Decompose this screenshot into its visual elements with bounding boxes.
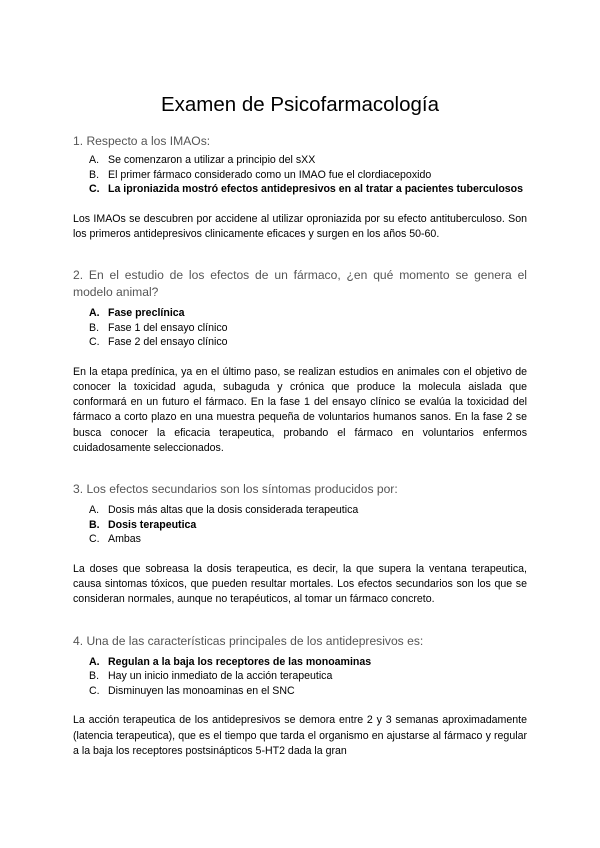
option-a-correct (73, 655, 527, 670)
option-letter: A. (89, 504, 100, 517)
option-letter: B. (89, 321, 100, 334)
option-b-correct (73, 518, 527, 533)
option-text: Ambas (108, 533, 141, 546)
answer-options (73, 306, 527, 350)
option-text: Hay un inicio inmediato de la acción terapeutica (108, 670, 333, 683)
option-a-correct (73, 306, 527, 321)
question-text: 4. Una de las características principales de los antidepresivos es: (73, 633, 424, 648)
option-c-correct (73, 182, 527, 197)
option-letter: C. (89, 183, 100, 195)
question-block-2 (73, 267, 527, 456)
option-text: Fase 1 del ensayo clínico (108, 321, 228, 334)
option-text: La iproniazida mostró efectos antidepresivos en al tratar a pacientes tuberculosos (108, 183, 524, 195)
option-text: Dosis más altas que la dosis considerada terapeutica (108, 504, 359, 517)
question-block-4 (73, 633, 527, 759)
option-text: Se comenzaron a utilizar a principio del sXX (108, 154, 316, 166)
option-text: Fase 2 del ensayo clínico (108, 336, 228, 349)
option-letter: A. (89, 655, 100, 668)
option-letter: B. (89, 518, 100, 531)
option-text: El primer fármaco considerado como un IMAO fue el clordiacepoxido (108, 168, 432, 181)
explanation-text: La acción terapeutica de los antidepresivos se demora entre 2 y 3 semanas aproximadamente (latencia terapeutica), que es el tiempo que tarda el organismo en ajustarse al fármaco y regular a la baja los receptores postsinápticos 5-HT2 dada la gran (73, 714, 527, 757)
question-block-3 (73, 481, 527, 607)
explanation-text: La doses que sobreasa la dosis terapeutica, es decir, la que supera la ventana terapeutica, causa sintomas tóxicos, que pueden resultar mortales. Los efectos secundarios son los que se consideran normales, aunque no terapéuticos, al tomar un fármaco concreto. (73, 562, 527, 606)
option-c (73, 684, 527, 699)
option-letter: C. (89, 336, 100, 349)
option-a (73, 503, 527, 518)
question-block-1 (73, 133, 527, 242)
answer-options (73, 503, 527, 547)
option-c (73, 532, 527, 547)
page-title: Examen de Psicofarmacología (160, 93, 440, 116)
option-letter: A. (89, 154, 100, 166)
explanation-text: Los IMAOs se descubren por accidene al utilizar oproniazida por su efecto antituberculoso. Son los primeros antidepresivos clinicamente eficaces y surgen en los años 50-60. (73, 212, 527, 240)
question-text: 2. En el estudio de los efectos de un fármaco, ¿en qué momento se genera el modelo animal? (73, 268, 527, 300)
option-text: Dosis terapeutica (108, 518, 197, 531)
option-b (73, 321, 527, 336)
option-text: Disminuyen las monoaminas en el SNC (108, 684, 295, 697)
option-b (73, 168, 527, 183)
question-text: 1. Respecto a los IMAOs: (73, 134, 211, 148)
option-letter: B. (89, 670, 100, 683)
answer-options (73, 153, 527, 197)
option-letter: A. (89, 307, 100, 320)
option-a (73, 153, 527, 168)
option-letter: C. (89, 684, 100, 697)
option-letter: B. (89, 168, 100, 181)
option-text: Fase preclínica (108, 307, 185, 320)
option-letter: C. (89, 533, 100, 546)
option-text: Regulan a la baja los receptores de las monoaminas (108, 655, 372, 668)
option-b (73, 669, 527, 684)
question-text: 3. Los efectos secundarios son los síntomas producidos por: (73, 482, 398, 497)
answer-options (73, 655, 527, 699)
option-c (73, 335, 527, 350)
explanation-text: En la etapa predínica, ya en el último paso, se realizan estudios en animales con el objetivo de conocer la toxicidad aguda, subaguda y crónica que produce la molecula aislada que conformará en un futuro el fármaco. En la fase 1 del ensayo clínico se evalúa la toxicidad del fármaco a corto plazo en una muestra pequeña de voluntarios humanos sanos. En la fase 2 se busca conocer la eficacia terapeutica, probando el fármaco en voluntarios enfermos cuidadosamente seleccionados. (73, 365, 527, 455)
